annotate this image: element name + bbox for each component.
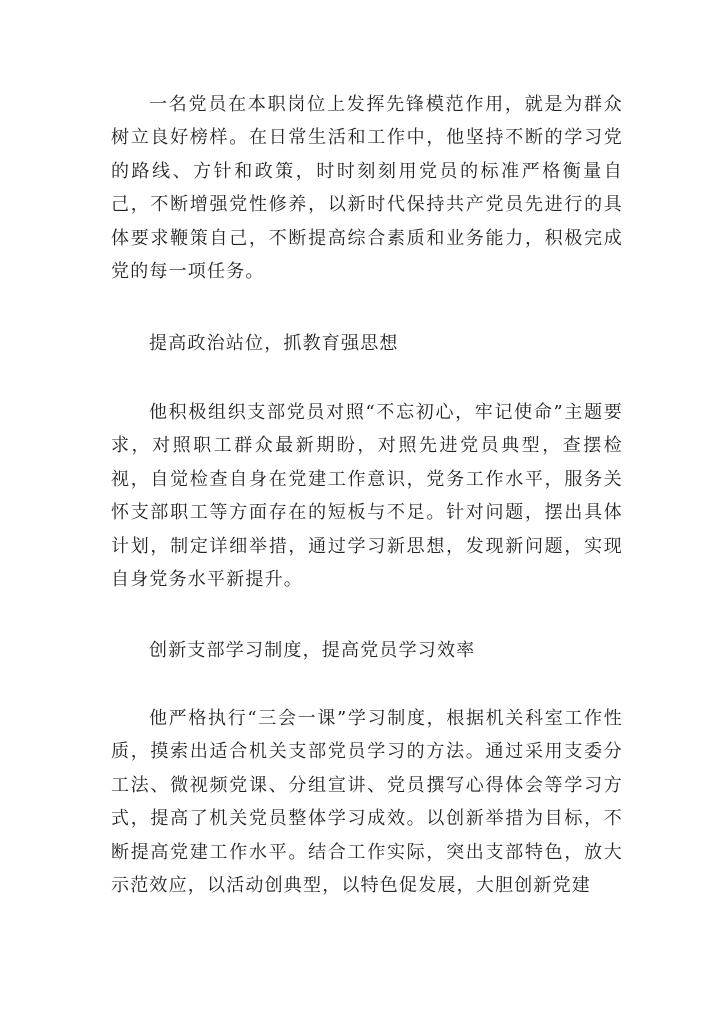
section-heading-political-stance: 提高政治站位，抓教育强思想 (149, 333, 399, 354)
paragraph-study-methods: 他严格执行“三会一课”学习制度，根据机关科室工作性质，摸索出适合机关支部党员学习的方法。通过采用支委分工法、微视频党课、分组宣讲、党员撰写心得体会等学习方式，提高了机关党员整体学习成效。以创新举措为目标，不断提高党建工作水平。结合工作实际，突出支部特色，放大示范效应，以活动创典型，以特色促发展，大胆创新党建 (111, 708, 623, 897)
paragraph-party-member-role: 一名党员在本职岗位上发挥先锋模范作用，就是为群众树立良好榜样。在日常生活和工作中，他坚持不断的学习党的路线、方针和政策，时时刻刻用党员的标准严格衡量自己，不断增强党性修养，以新时代保持共产党员先进行的具体要求鞭策自己，不断提高综合素质和业务能力，积极完成党的每一项任务。 (111, 94, 623, 283)
paragraph-branch-self-review: 他积极组织支部党员对照“不忘初心，牢记使命”主题要求，对照职工群众最新期盼，对照先进党员典型，查摆检视，自觉检查自身在党建工作意识，党务工作水平，服务关怀支部职工等方面存在的短板与不足。针对问题，摆出具体计划，制定详细举措，通过学习新思想，发现新问题，实现自身党务水平新提升。 (111, 402, 623, 591)
section-heading-study-system: 创新支部学习制度，提高党员学习效率 (149, 640, 476, 661)
